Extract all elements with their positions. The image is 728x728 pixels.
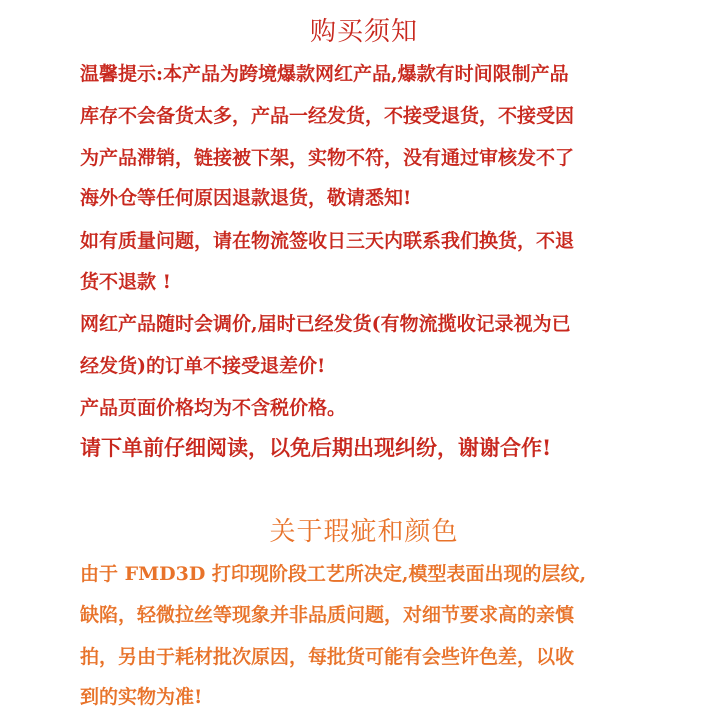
notice-line-5: 如有质量问题，请在物流签收日三天内联系我们换货，不退	[80, 230, 575, 252]
defects-line-3: 拍，另由于耗材批次原因，每批货可能有会些许色差，以收	[80, 646, 575, 668]
notice-line-7: 网红产品随时会调价,届时已经发货(有物流揽收记录视为已	[80, 313, 571, 335]
notice-line-3: 为产品滞销，链接被下架，实物不符，没有通过审核发不了	[80, 147, 575, 169]
notice-closing-line: 请下单前仔细阅读，以免后期出现纠纷，谢谢合作!	[80, 435, 552, 460]
notice-line-4: 海外仓等任何原因退款退货，敬请悉知!	[80, 187, 412, 209]
notice-line-9: 产品页面价格均为不含税价格。	[80, 397, 347, 419]
defects-line-2: 缺陷，轻微拉丝等现象并非品质问题，对细节要求高的亲慎	[80, 604, 575, 626]
defects-line-1: 由于 FMD3D 打印现阶段工艺所决定,模型表面出现的层纹,	[80, 563, 587, 585]
notice-line-1: 温馨提示:本产品为跨境爆款网红产品,爆款有时间限制产品	[80, 63, 569, 85]
notice-line-8: 经发货)的订单不接受退差价!	[80, 355, 326, 377]
defects-color-title: 关于瑕疵和颜色	[269, 517, 459, 547]
purchase-notice-title: 购买须知	[309, 17, 418, 47]
defects-line-4: 到的实物为准!	[80, 686, 203, 708]
notice-line-2: 库存不会备货太多，产品一经发货，不接受退货，不接受因	[80, 105, 575, 127]
notice-line-6: 货不退款 !	[80, 271, 171, 293]
